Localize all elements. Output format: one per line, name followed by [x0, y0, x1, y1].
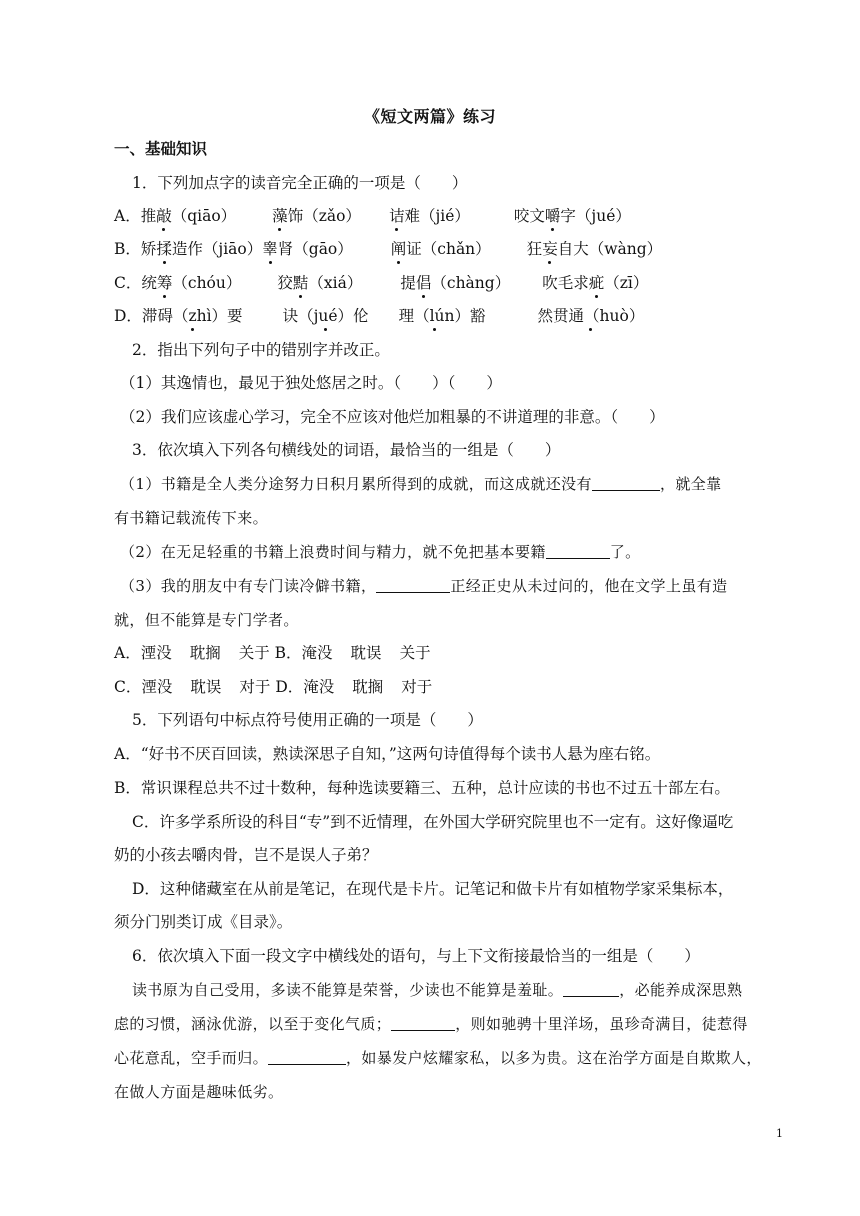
q6-passage-line-2: 虑的习惯，涵泳优游，以至于变化气质； ，则如驰骋十里洋场，虽珍奇满目，徒惹得	[114, 1015, 748, 1033]
q3-blank-2[interactable]	[546, 542, 610, 559]
q5-option-c-line-2: 奶的小孩去嚼肉骨，岂不是误人子弟？	[114, 846, 378, 864]
q6-passage-line-4: 在做人方面是趣味低劣。	[114, 1083, 284, 1101]
q6-blank-2[interactable]	[391, 1014, 455, 1031]
q3-passage-2: （2）在无足轻重的书籍上浪费时间与精力，就不免把基本要籍 了。	[120, 543, 641, 561]
page-title: 《短文两篇》练习	[363, 107, 496, 126]
q3-passage-1-line-2: 有书籍记载流传下来。	[114, 509, 269, 527]
q3-blank-1[interactable]	[592, 474, 660, 491]
q3-stem: 3．依次填入下列各句横线处的词语，最恰当的一组是（ ）	[132, 441, 561, 459]
q3-passage-3-line-1: （3）我的朋友中有专门读冷僻书籍， 正经正史从未过问的，他在文学上虽有造	[120, 577, 728, 595]
q1-option-b: B．矫揉造作（jiāo）睾肾（gāo） 阐证（chǎn） 狂妄自大（wàng）	[114, 240, 663, 258]
q2-sentence-1: （1）其逸情也，最见于独处悠居之时。（ ）（ ）	[120, 374, 502, 392]
q1-option-a: A．推敲（qiāo） 藻饰（zǎo） 诘难（jié） 咬文嚼字（jué）	[114, 207, 631, 225]
q1-stem: 1．下列加点字的读音完全正确的一项是（ ）	[132, 174, 468, 192]
q6-blank-1[interactable]	[563, 980, 619, 997]
q3-passage-3-line-2: 就，但不能算是专门学者。	[114, 611, 299, 629]
q5-stem: 5．下列语句中标点符号使用正确的一项是（ ）	[132, 711, 483, 729]
section-heading-basics: 一、基础知识	[114, 139, 208, 158]
q3-options-ab: A．湮没 耽搁 关于 B．淹没 耽误 关于	[114, 644, 431, 662]
q3-passage-1-line-1: （1）书籍是全人类分途努力日积月累所得到的成就，而这成就还没有 ，就全靠	[120, 475, 722, 493]
q6-blank-3[interactable]	[268, 1048, 346, 1065]
q5-option-d-line-2: 须分门别类订成《目录》。	[114, 913, 293, 931]
q5-option-d-line-1: D．这种储藏室在从前是笔记，在现代是卡片。记笔记和做卡片有如植物学家采集标本，	[132, 880, 734, 898]
q1-option-d: D．滞碍（zhì）要 诀（jué）伦 理（lún）豁 然贯通（huò）	[114, 307, 645, 325]
q3-blank-3[interactable]	[376, 576, 450, 593]
q6-passage-line-1: 读书原为自己受用，多读不能算是荣誉，少读也不能算是羞耻。 ，必能养成深思熟	[132, 981, 743, 999]
q5-option-c-line-1: C．许多学系所设的科目“专”到不近情理，在外国大学研究院里也不一定有。这好像逼吃	[132, 813, 734, 831]
q5-option-a: A．“好书不厌百回读，熟读深思子自知，”这两句诗值得每个读书人悬为座右铭。	[114, 745, 661, 763]
page-number: 1	[776, 1127, 783, 1140]
q2-sentence-2: （2）我们应该虚心学习，完全不应该对他烂加粗暴的不讲道理的非意。（ ）	[120, 408, 665, 426]
q3-options-cd: C．湮没 耽误 对于 D．淹没 耽搁 对于	[114, 678, 433, 696]
q1-option-c: C．统筹（chóu） 狡黠（xiá） 提倡（chàng） 吹毛求疵（zī）	[114, 274, 649, 292]
q6-passage-line-3: 心花意乱，空手而归。 ，如暴发户炫耀家私，以多为贵。这在治学方面是自欺欺人，	[114, 1049, 762, 1067]
q5-option-b: B．常识课程总共不过十数种，每种选读要籍三、五种，总计应读的书也不过五十部左右。	[114, 779, 730, 797]
q6-stem: 6．依次填入下面一段文字中横线处的语句，与上下文衔接最恰当的一组是（ ）	[132, 947, 700, 965]
q2-stem: 2．指出下列句子中的错别字并改正。	[132, 341, 390, 359]
